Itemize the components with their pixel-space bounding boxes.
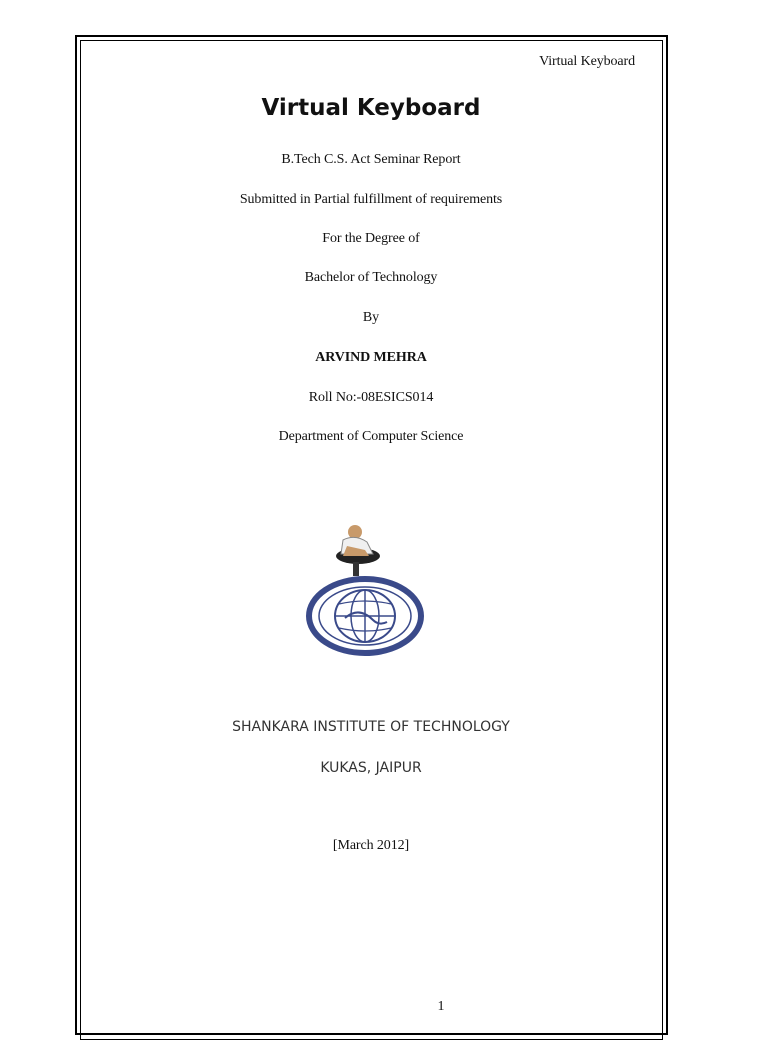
degree-intro: For the Degree of bbox=[322, 231, 420, 246]
degree-name: Bachelor of Technology bbox=[304, 270, 438, 285]
by-label: By bbox=[362, 310, 380, 325]
author-name: ARVIND MEHRA bbox=[315, 350, 427, 365]
running-header: Virtual Keyboard bbox=[539, 54, 635, 69]
submission-date: [March 2012] bbox=[332, 838, 410, 853]
document-title: Virtual Keyboard bbox=[261, 95, 481, 121]
submission-note: Submitted in Partial fulfillment of requirements bbox=[239, 192, 503, 207]
roll-number: Roll No:-08ESICS014 bbox=[308, 390, 434, 405]
department: Department of Computer Science bbox=[278, 429, 464, 444]
institute-location: KUKAS, JAIPUR bbox=[320, 760, 422, 776]
report-type: B.Tech C.S. Act Seminar Report bbox=[281, 152, 461, 167]
institute-name: SHANKARA INSTITUTE OF TECHNOLOGY bbox=[232, 719, 510, 735]
page-number: 1 bbox=[437, 999, 445, 1014]
institute-emblem-icon bbox=[303, 520, 429, 656]
